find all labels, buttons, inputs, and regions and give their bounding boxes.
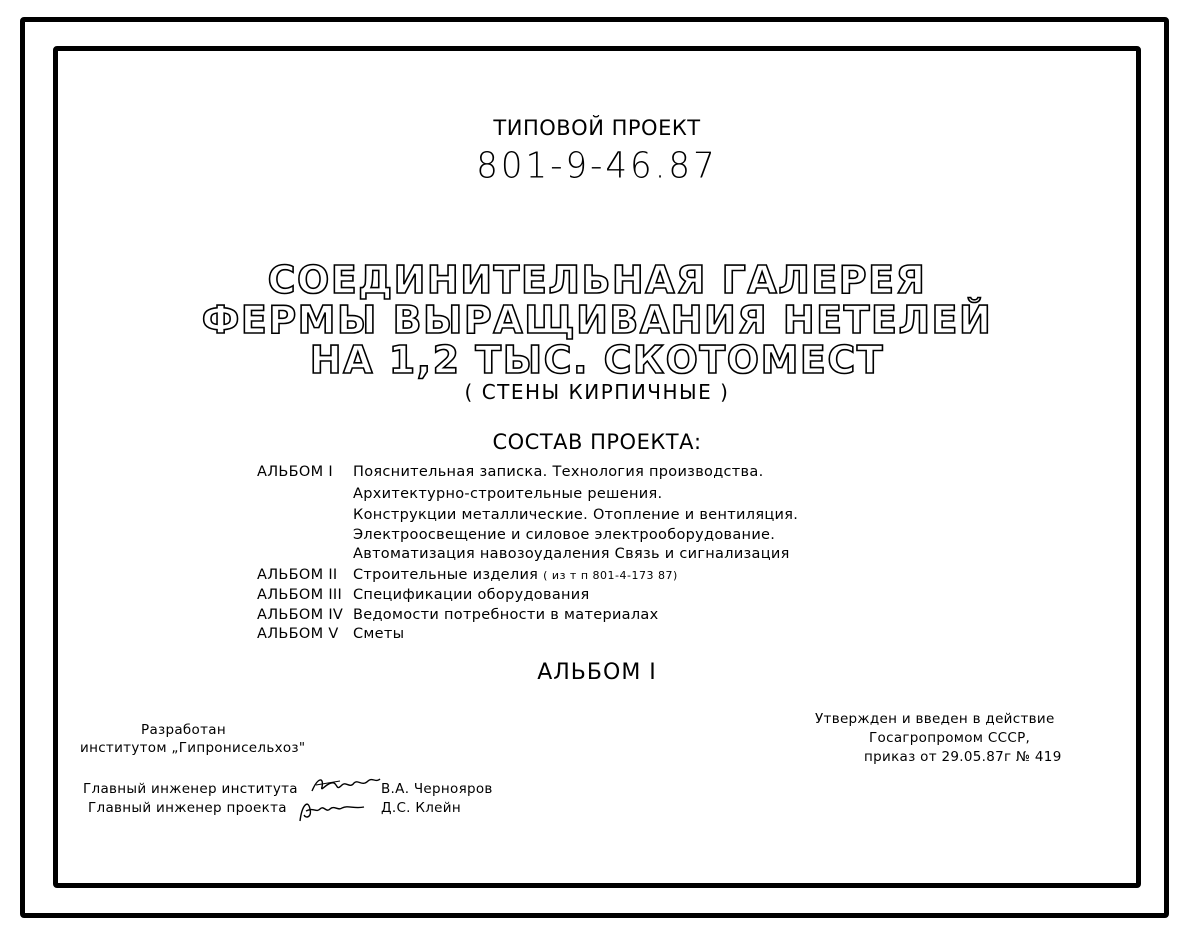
- handwritten-signature-1: [310, 773, 382, 797]
- album-line-group: [353, 565, 678, 586]
- album-line: Строительные изделия: [353, 567, 539, 583]
- project-type-label: ТИПОВОЙ ПРОЕКТ: [493, 116, 701, 140]
- album-line: Автоматизация навозоудаления Связь и сигнализация: [353, 546, 790, 562]
- approval-line-2: Госагропромом СССР,: [869, 730, 1031, 746]
- title-line-2: ФЕРМЫ ВЫРАЩИВАНИЯ НЕТЕЛЕЙ: [201, 298, 993, 342]
- album-line: Спецификации оборудования: [353, 587, 590, 603]
- composition-heading: СОСТАВ ПРОЕКТА:: [492, 430, 702, 454]
- album-note: ( из т п 801-4-173 87): [543, 569, 678, 582]
- project-number: 801-9-46.87: [476, 145, 718, 187]
- album-line: Архитектурно-строительные решения.: [353, 486, 663, 502]
- album-line: Конструкции металлические. Отопление и вентиляция.: [353, 507, 799, 523]
- signature-name-2: Д.С. Клейн: [381, 800, 461, 816]
- signature-role-1: Главный инженер института: [83, 781, 298, 797]
- developer-line-2: институтом „Гипронисельхоз": [80, 740, 306, 756]
- album-line: Электроосвещение и силовое электрооборудование.: [353, 527, 776, 543]
- current-album: АЛЬБОМ I: [537, 660, 657, 685]
- album-line: Ведомости потребности в материалах: [353, 607, 659, 623]
- developer-line-1: Разработан: [141, 722, 226, 738]
- approval-line-1: Утвержден и введен в действие: [815, 711, 1055, 727]
- title-line-3: НА 1,2 ТЫС. СКОТОМЕСТ: [309, 338, 885, 382]
- signature-name-1: В.А. Чернояров: [381, 781, 493, 797]
- approval-line-3: приказ от 29.05.87г № 419: [864, 749, 1062, 765]
- album-label: АЛЬБОМ I: [257, 464, 333, 480]
- album-label: АЛЬБОМ II: [257, 567, 338, 583]
- album-line: Сметы: [353, 626, 405, 642]
- album-line: Пояснительная записка. Технология производства.: [353, 464, 764, 480]
- signature-role-2: Главный инженер проекта: [88, 800, 287, 816]
- handwritten-signature-2: [296, 795, 368, 825]
- album-label: АЛЬБОМ V: [257, 626, 339, 642]
- title-line-1: СОЕДИНИТЕЛЬНАЯ ГАЛЕРЕЯ: [267, 258, 927, 302]
- title-subtitle: ( СТЕНЫ КИРПИЧНЫЕ ): [464, 380, 730, 404]
- album-label: АЛЬБОМ III: [257, 587, 343, 603]
- album-label: АЛЬБОМ IV: [257, 607, 344, 623]
